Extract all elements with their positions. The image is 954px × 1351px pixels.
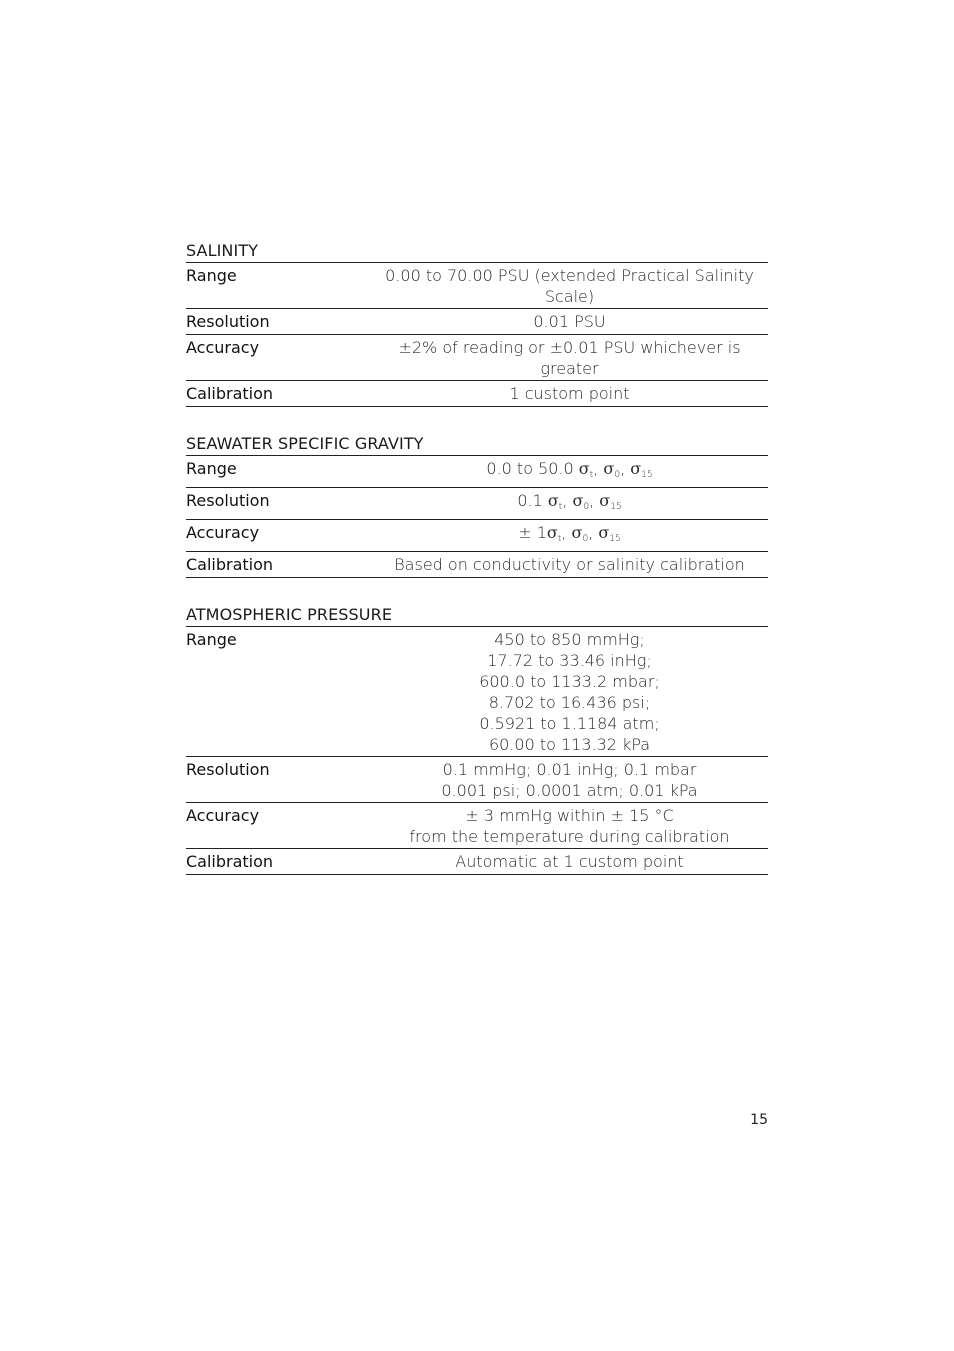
value-line: Based on conductivity or salinity calibration (394, 555, 745, 574)
row-label: Calibration (186, 852, 274, 871)
section-title: SALINITY (186, 241, 768, 263)
row-value (371, 263, 768, 308)
sigma-subscript: 15 (609, 534, 621, 544)
spec-row-resolution (186, 309, 768, 335)
value-line: 450 to 850 mmHg; (494, 630, 645, 649)
sigma-symbol: σ (571, 523, 583, 542)
row-value (371, 803, 768, 848)
spec-row-calibration (186, 381, 768, 407)
value-line: 60.00 to 113.32 kPa (488, 735, 651, 754)
value-line: 0.5921 to 1.1184 atm; (479, 714, 660, 733)
sigma-subscript: t (558, 502, 563, 512)
row-value (371, 627, 768, 756)
sigma-subscript: 0 (582, 534, 589, 544)
spec-row-accuracy (186, 803, 768, 849)
spec-row-accuracy (186, 335, 768, 381)
row-label: Calibration (186, 555, 274, 574)
row-label: Resolution (186, 491, 270, 510)
row-label: Range (186, 630, 237, 649)
spec-tables (186, 241, 768, 902)
sigma-symbol: σ (603, 459, 615, 478)
sigma-symbol: σ (546, 523, 558, 542)
sigma-symbol: σ (578, 459, 590, 478)
sigma-subscript: 15 (641, 470, 653, 480)
value-line: from the temperature during calibration (409, 827, 730, 846)
row-label: Accuracy (186, 523, 260, 542)
row-value (371, 381, 768, 405)
spec-row-resolution (186, 488, 768, 520)
spec-row-range (186, 456, 768, 488)
row-value: 0.1 $\sigma_t$, $\sigma_0$, $\sigma_{15}$ (517, 491, 622, 512)
sigma-subscript: 0 (583, 502, 590, 512)
seawater-specific-gravity-section (186, 434, 768, 578)
row-label: Calibration (186, 384, 274, 403)
sigma-subscript: 15 (610, 502, 622, 512)
spec-row-accuracy (186, 520, 768, 552)
value-line: 0.1 mmHg; 0.01 inHg; 0.1 mbar (442, 760, 697, 779)
spec-row-calibration (186, 849, 768, 875)
sigma-subscript: t (589, 470, 594, 480)
value-prefix: 0.1 (517, 491, 548, 510)
row-value (371, 309, 768, 333)
value-line: 600.0 to 1133.2 mbar; (479, 672, 660, 691)
sigma-subscript: t (557, 534, 562, 544)
value-line: 0.00 to 70.00 PSU (extended Practical Salinity Scale) (385, 266, 754, 306)
value-line: 8.702 to 16.436 psi; (488, 693, 651, 712)
spec-row-range (186, 263, 768, 309)
section-title: SEAWATER SPECIFIC GRAVITY (186, 434, 768, 456)
sigma-symbol: σ (599, 491, 611, 510)
row-label: Resolution (186, 760, 270, 779)
spec-row-calibration (186, 552, 768, 578)
row-value: ± $1\sigma_t$, $\sigma_0$, $\sigma_{15}$ (518, 523, 621, 544)
page-number: 15 (750, 1112, 768, 1128)
row-value (371, 849, 768, 873)
atmospheric-pressure-section (186, 605, 768, 875)
value-line: 17.72 to 33.46 inHg; (487, 651, 652, 670)
row-label: Range (186, 459, 237, 478)
row-label: Resolution (186, 312, 270, 331)
row-value (371, 335, 768, 380)
row-label: Accuracy (186, 806, 260, 825)
value-line: 0.01 PSU (533, 312, 606, 331)
sigma-symbol: σ (572, 491, 584, 510)
salinity-section (186, 241, 768, 407)
spec-row-range (186, 627, 768, 757)
row-label: Range (186, 266, 237, 285)
row-label: Accuracy (186, 338, 260, 357)
sigma-subscript: 0 (614, 470, 621, 480)
value-line: Automatic at 1 custom point (455, 852, 684, 871)
spec-row-resolution (186, 757, 768, 803)
row-value: 0.0 to 50.0 $\sigma_t$, $\sigma_0$, $\sigma_{15}$ (486, 459, 653, 480)
value-line: 0.001 psi; 0.0001 atm; 0.01 kPa (441, 781, 698, 800)
section-title: ATMOSPHERIC PRESSURE (186, 605, 768, 627)
sigma-symbol: σ (547, 491, 559, 510)
row-value (371, 757, 768, 802)
sigma-symbol: σ (630, 459, 642, 478)
value-line: ±2% of reading or ±0.01 PSU whichever is greater (398, 338, 741, 378)
value-line: ± 3 mmHg within ± 15 °C (465, 806, 674, 825)
row-value (371, 552, 768, 576)
value-line: 1 custom point (509, 384, 630, 403)
value-prefix: 0.0 to 50.0 (486, 459, 579, 478)
sigma-symbol: σ (598, 523, 610, 542)
value-prefix: ± 1 (518, 523, 547, 542)
